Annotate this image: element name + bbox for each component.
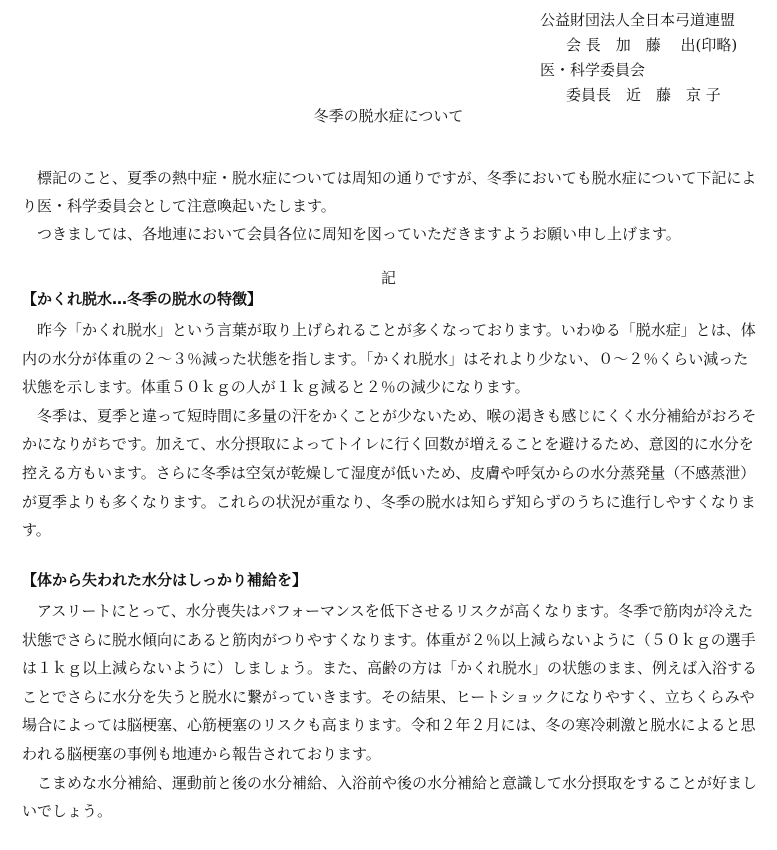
section2-paragraph-2: こまめな水分補給、運動前と後の水分補給、入浴前や後の水分補給と意識して水分摂取をすることが好ましいでしょう。 xyxy=(22,773,758,821)
intro-section xyxy=(22,164,757,248)
intro-paragraph-2: つきましては、各地連において会員各位に周知を図っていただきますようお願い申し上げます。 xyxy=(37,225,681,243)
section2-body xyxy=(22,597,757,826)
section2-paragraph-1: アスリートにとって、水分喪失はパフォーマンスを低下させるリスクが高くなります。冬季で筋肉が冷えた状態でさらに脱水傾向にあると筋肉がつりやすくなります。体重が２％以上減らないように（５０ｋｇの選手は１ｋｇ以上減らないように）しましょう。また、高齢の方は「かくれ脱水」の状態のまま、例えば入浴することでさらに水分を失うと脱水に繋がっていきます。その結果、ヒートショックになりやすく、立ちくらみや場合によっては脳梗塞、心筋梗塞のリスクも高まります。令和２年２月には、冬の寒冷刺激と脱水によると思われる脳梗塞の事例も地連から報告されております。 xyxy=(22,602,758,763)
sender-chair: 委員長 近 藤 京 子 xyxy=(566,86,721,104)
sender-committee: 医・科学委員会 xyxy=(540,61,646,79)
section2-heading: 【体から失われた水分はしっかり補給を】 xyxy=(22,571,308,589)
section1-body xyxy=(22,316,757,545)
intro-paragraph-1: 標記のこと、夏季の熱中症・脱水症については周知の通りですが、冬季においても脱水症について下記により医・科学委員会として注意喚起いたします。 xyxy=(22,169,757,215)
document-title: 冬季の脱水症について xyxy=(313,107,464,125)
sender-block xyxy=(540,8,770,108)
section1-paragraph-2: 冬季は、夏季と違って短時間に多量の汗をかくことが少ないため、喉の渇きも感じにくく水分補給がおろそかになりがちです。加えて、水分摂取によってトイレに行く回数が増えることを避けるため、意図的に水分を控える方もいます。さらに冬季は空気が乾燥して湿度が低いため、皮膚や呼気からの水分蒸発量（不感蒸泄）が夏季よりも多くなります。これらの状況が重なり、冬季の脱水は知らず知らずのうちに進行しやすくなります。 xyxy=(22,406,757,540)
section1-paragraph-1: 昨今「かくれ脱水」という言葉が取り上げられることが多くなっております。いわゆる「脱水症」とは、体内の水分が体重の２～３％減った状態を指します。「かくれ脱水」はそれより少ない、０～２％くらい減った状態を示します。体重５０ｋｇの人が１ｋｇ減ると２％の減少になります。 xyxy=(22,321,756,397)
sender-president: 会 長 加 藤 出(印略) xyxy=(566,36,738,54)
sender-organization: 公益財団法人全日本弓道連盟 xyxy=(540,11,736,29)
section1-heading: 【かくれ脱水…冬季の脱水の特徴】 xyxy=(22,290,263,308)
ki-label: 記 xyxy=(380,269,396,287)
